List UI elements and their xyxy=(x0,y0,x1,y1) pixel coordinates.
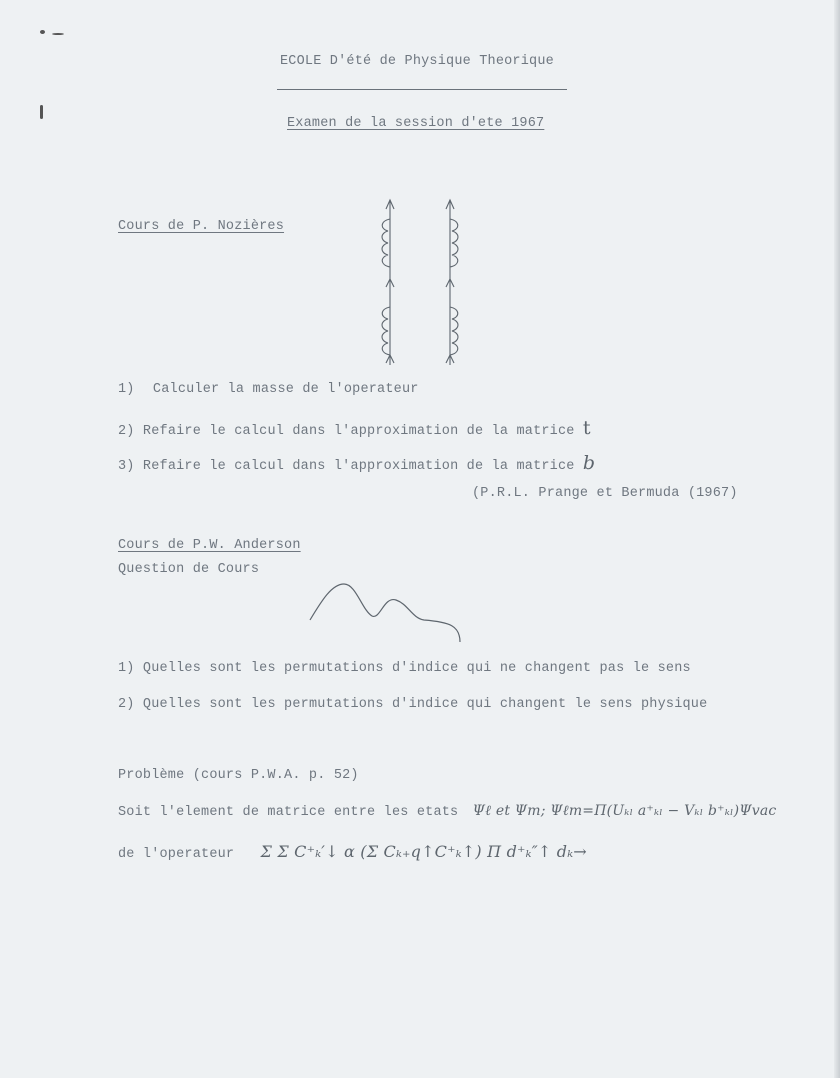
reference-citation: (P.R.L. Prange et Bermuda (1967) xyxy=(472,486,738,501)
hand-drawn-curve xyxy=(300,570,470,660)
question-item xyxy=(118,382,419,397)
handwritten-formula: Σ Σ C⁺ₖ′↓ α (Σ Cₖ₊q↑C⁺ₖ↑) Π d⁺ₖ″↑ dₖ→ xyxy=(260,842,587,861)
question-item xyxy=(118,697,707,712)
matrix-symbol: t xyxy=(582,417,591,439)
ink-speck xyxy=(40,30,45,34)
problem-title: Problème (cours P.W.A. p. 52) xyxy=(118,768,359,783)
ink-speck xyxy=(40,105,43,119)
handwritten-formula: Ψℓ et Ψm; Ψℓm=Π(Uₖₗ a⁺ₖₗ − Vₖₗ b⁺ₖₗ)Ψvac xyxy=(472,803,777,819)
section-heading-nozieres: Cours de P. Nozières xyxy=(118,219,285,234)
question-text: Quelles sont les permutations d'indice qui changent le sens physique xyxy=(142,697,708,712)
problem-text: de l'operateur xyxy=(118,847,235,862)
problem-text: Soit l'element de matrice entre les etats xyxy=(118,805,459,820)
question-text: Quelles sont les permutations d'indice qui ne changent pas le sens xyxy=(142,661,691,676)
question-number: 3) xyxy=(118,459,135,474)
section-heading-anderson: Cours de P.W. Anderson xyxy=(118,538,301,553)
paper-edge xyxy=(834,0,840,1078)
question-text: Refaire le calcul dans l'approximation de la matrice xyxy=(142,459,575,474)
ink-speck xyxy=(52,33,64,35)
feynman-diagram xyxy=(370,195,480,370)
problem-statement xyxy=(118,803,776,820)
question-number: 2) xyxy=(118,697,135,712)
title-rule xyxy=(277,89,567,90)
question-item xyxy=(118,417,591,439)
question-number: 2) xyxy=(118,424,135,439)
page-subtitle: Examen de la session d'ete 1967 xyxy=(287,116,545,131)
question-item xyxy=(118,934,144,978)
question-text: Refaire le calcul dans l'approximation de la matrice xyxy=(142,424,575,439)
question-number: 1) xyxy=(118,661,135,676)
question-number: 1) xyxy=(118,382,135,397)
section-subheading: Question de Cours xyxy=(118,562,260,577)
matrix-symbol: b xyxy=(582,452,596,474)
question-item xyxy=(118,661,691,676)
question-text: Calculer la masse de l'operateur xyxy=(152,382,419,397)
question-item xyxy=(118,452,595,474)
question-item xyxy=(118,877,144,921)
operator-statement xyxy=(118,842,587,862)
page-title: ECOLE D'été de Physique Theorique xyxy=(280,54,554,69)
